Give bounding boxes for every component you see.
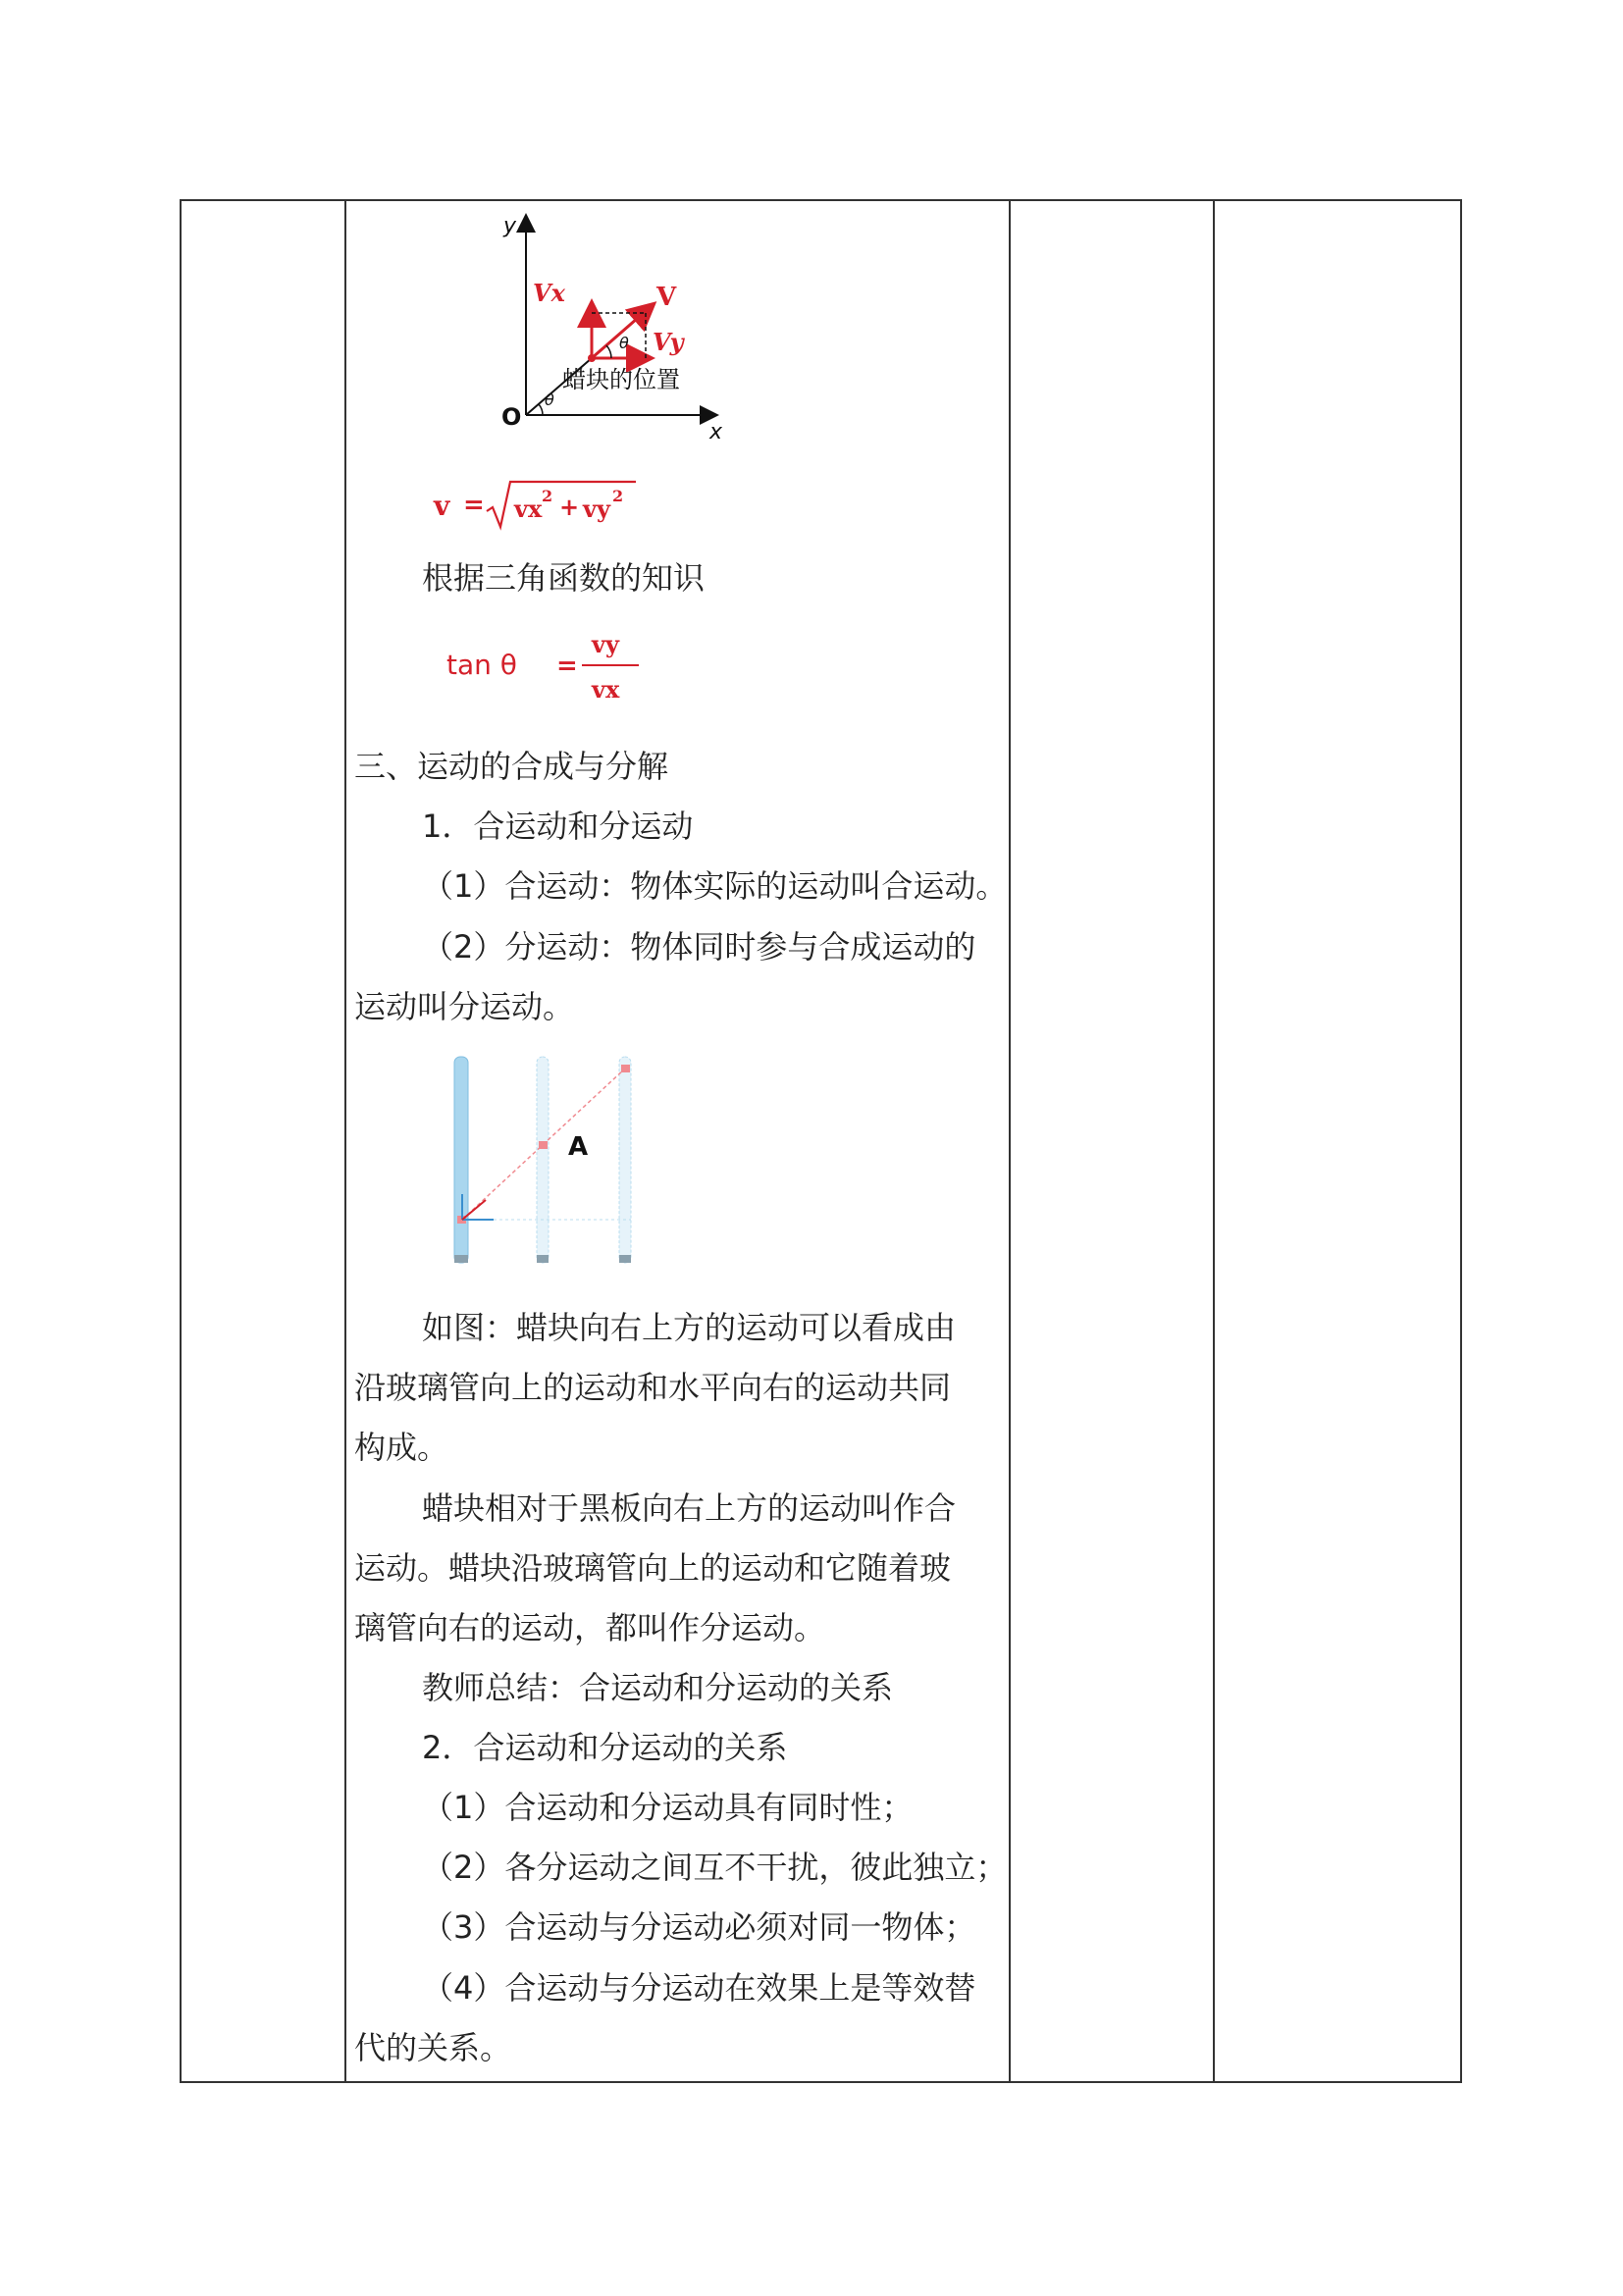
para1-line1: 如图：蜡块向右上方的运动可以看成由 <box>422 1309 957 1346</box>
label-A: A <box>568 1132 589 1162</box>
tan-lhs: tan θ <box>446 649 517 681</box>
table-row <box>181 200 1461 2082</box>
tube-cap-right <box>619 1255 631 1263</box>
tan-denominator: vx <box>592 675 620 704</box>
tube-cap-mid <box>537 1255 549 1263</box>
item-2-p4-line1: （4）合运动与分运动在效果上是等效替 <box>422 1969 976 2007</box>
para1-line2: 沿玻璃管向上的运动和水平向右的运动共同 <box>354 1369 952 1406</box>
position-label: 蜡块的位置 <box>562 366 680 393</box>
para2-line1: 蜡块相对于黑板向右上方的运动叫作合 <box>422 1489 957 1527</box>
glass-tube-diagram <box>425 1047 670 1273</box>
speed-plus: + <box>559 493 580 521</box>
para2-line2: 运动。蜡块沿玻璃管向上的运动和它随着玻 <box>354 1549 952 1587</box>
speed-term-vx: vx <box>514 495 543 523</box>
para2-line3: 璃管向右的运动，都叫作分运动。 <box>354 1609 826 1646</box>
item-1-heading: 1．合运动和分运动 <box>422 808 694 845</box>
speed-formula <box>430 474 655 533</box>
item-1-2-line2: 运动叫分运动。 <box>354 988 575 1025</box>
content-area <box>346 201 1009 2081</box>
tan-formula <box>445 621 660 709</box>
v-label: V <box>656 283 677 312</box>
table-cell-content <box>345 200 1010 2082</box>
tube-right <box>619 1057 631 1263</box>
tube-cap-left <box>454 1255 468 1263</box>
tan-eq: = <box>556 652 578 681</box>
tube-mid <box>537 1057 549 1263</box>
speed-power-1: 2 <box>542 487 553 505</box>
teacher-summary: 教师总结：合运动和分运动的关系 <box>422 1669 894 1706</box>
item-1-1: （1）合运动：物体实际的运动叫合运动。 <box>422 867 1008 905</box>
tan-numerator: vy <box>592 630 619 658</box>
block-right <box>621 1065 630 1072</box>
lesson-table <box>180 199 1462 2083</box>
vx-label: Vx <box>533 279 565 307</box>
speed-formula-lhs: v <box>434 490 450 522</box>
table-cell-empty-1 <box>181 200 345 2082</box>
table-cell-empty-4 <box>1214 200 1461 2082</box>
speed-power-2: 2 <box>612 487 624 505</box>
section-3-heading: 三、运动的合成与分解 <box>354 748 669 785</box>
axis-y-label: y <box>503 214 517 238</box>
origin-label: O <box>501 403 522 431</box>
item-2-p1: （1）合运动和分运动具有同时性； <box>422 1789 914 1826</box>
theta-label-inner: θ <box>619 334 629 352</box>
axis-x-label: x <box>709 420 723 444</box>
speed-formula-eq: = <box>463 491 485 520</box>
item-2-p3: （3）合运动与分运动必须对同一物体； <box>422 1908 976 1946</box>
trig-intro-text: 根据三角函数的知识 <box>422 559 706 597</box>
item-2-p4-line2: 代的关系。 <box>354 2029 512 2066</box>
velocity-diagram <box>464 211 778 446</box>
vy-label: Vy <box>653 328 684 356</box>
speed-term-vy: vy <box>583 495 610 523</box>
table-cell-empty-3 <box>1010 200 1214 2082</box>
item-1-2-line1: （2）分运动：物体同时参与合成运动的 <box>422 928 976 965</box>
item-2-p2: （2）各分运动之间互不干扰，彼此独立； <box>422 1849 1008 1886</box>
theta-label-origin: θ <box>545 391 554 409</box>
tube-left <box>454 1057 468 1263</box>
theta-arc-inner <box>606 345 611 358</box>
item-2-heading: 2．合运动和分运动的关系 <box>422 1729 788 1766</box>
para1-line3: 构成。 <box>354 1429 449 1466</box>
theta-arc <box>539 404 543 415</box>
